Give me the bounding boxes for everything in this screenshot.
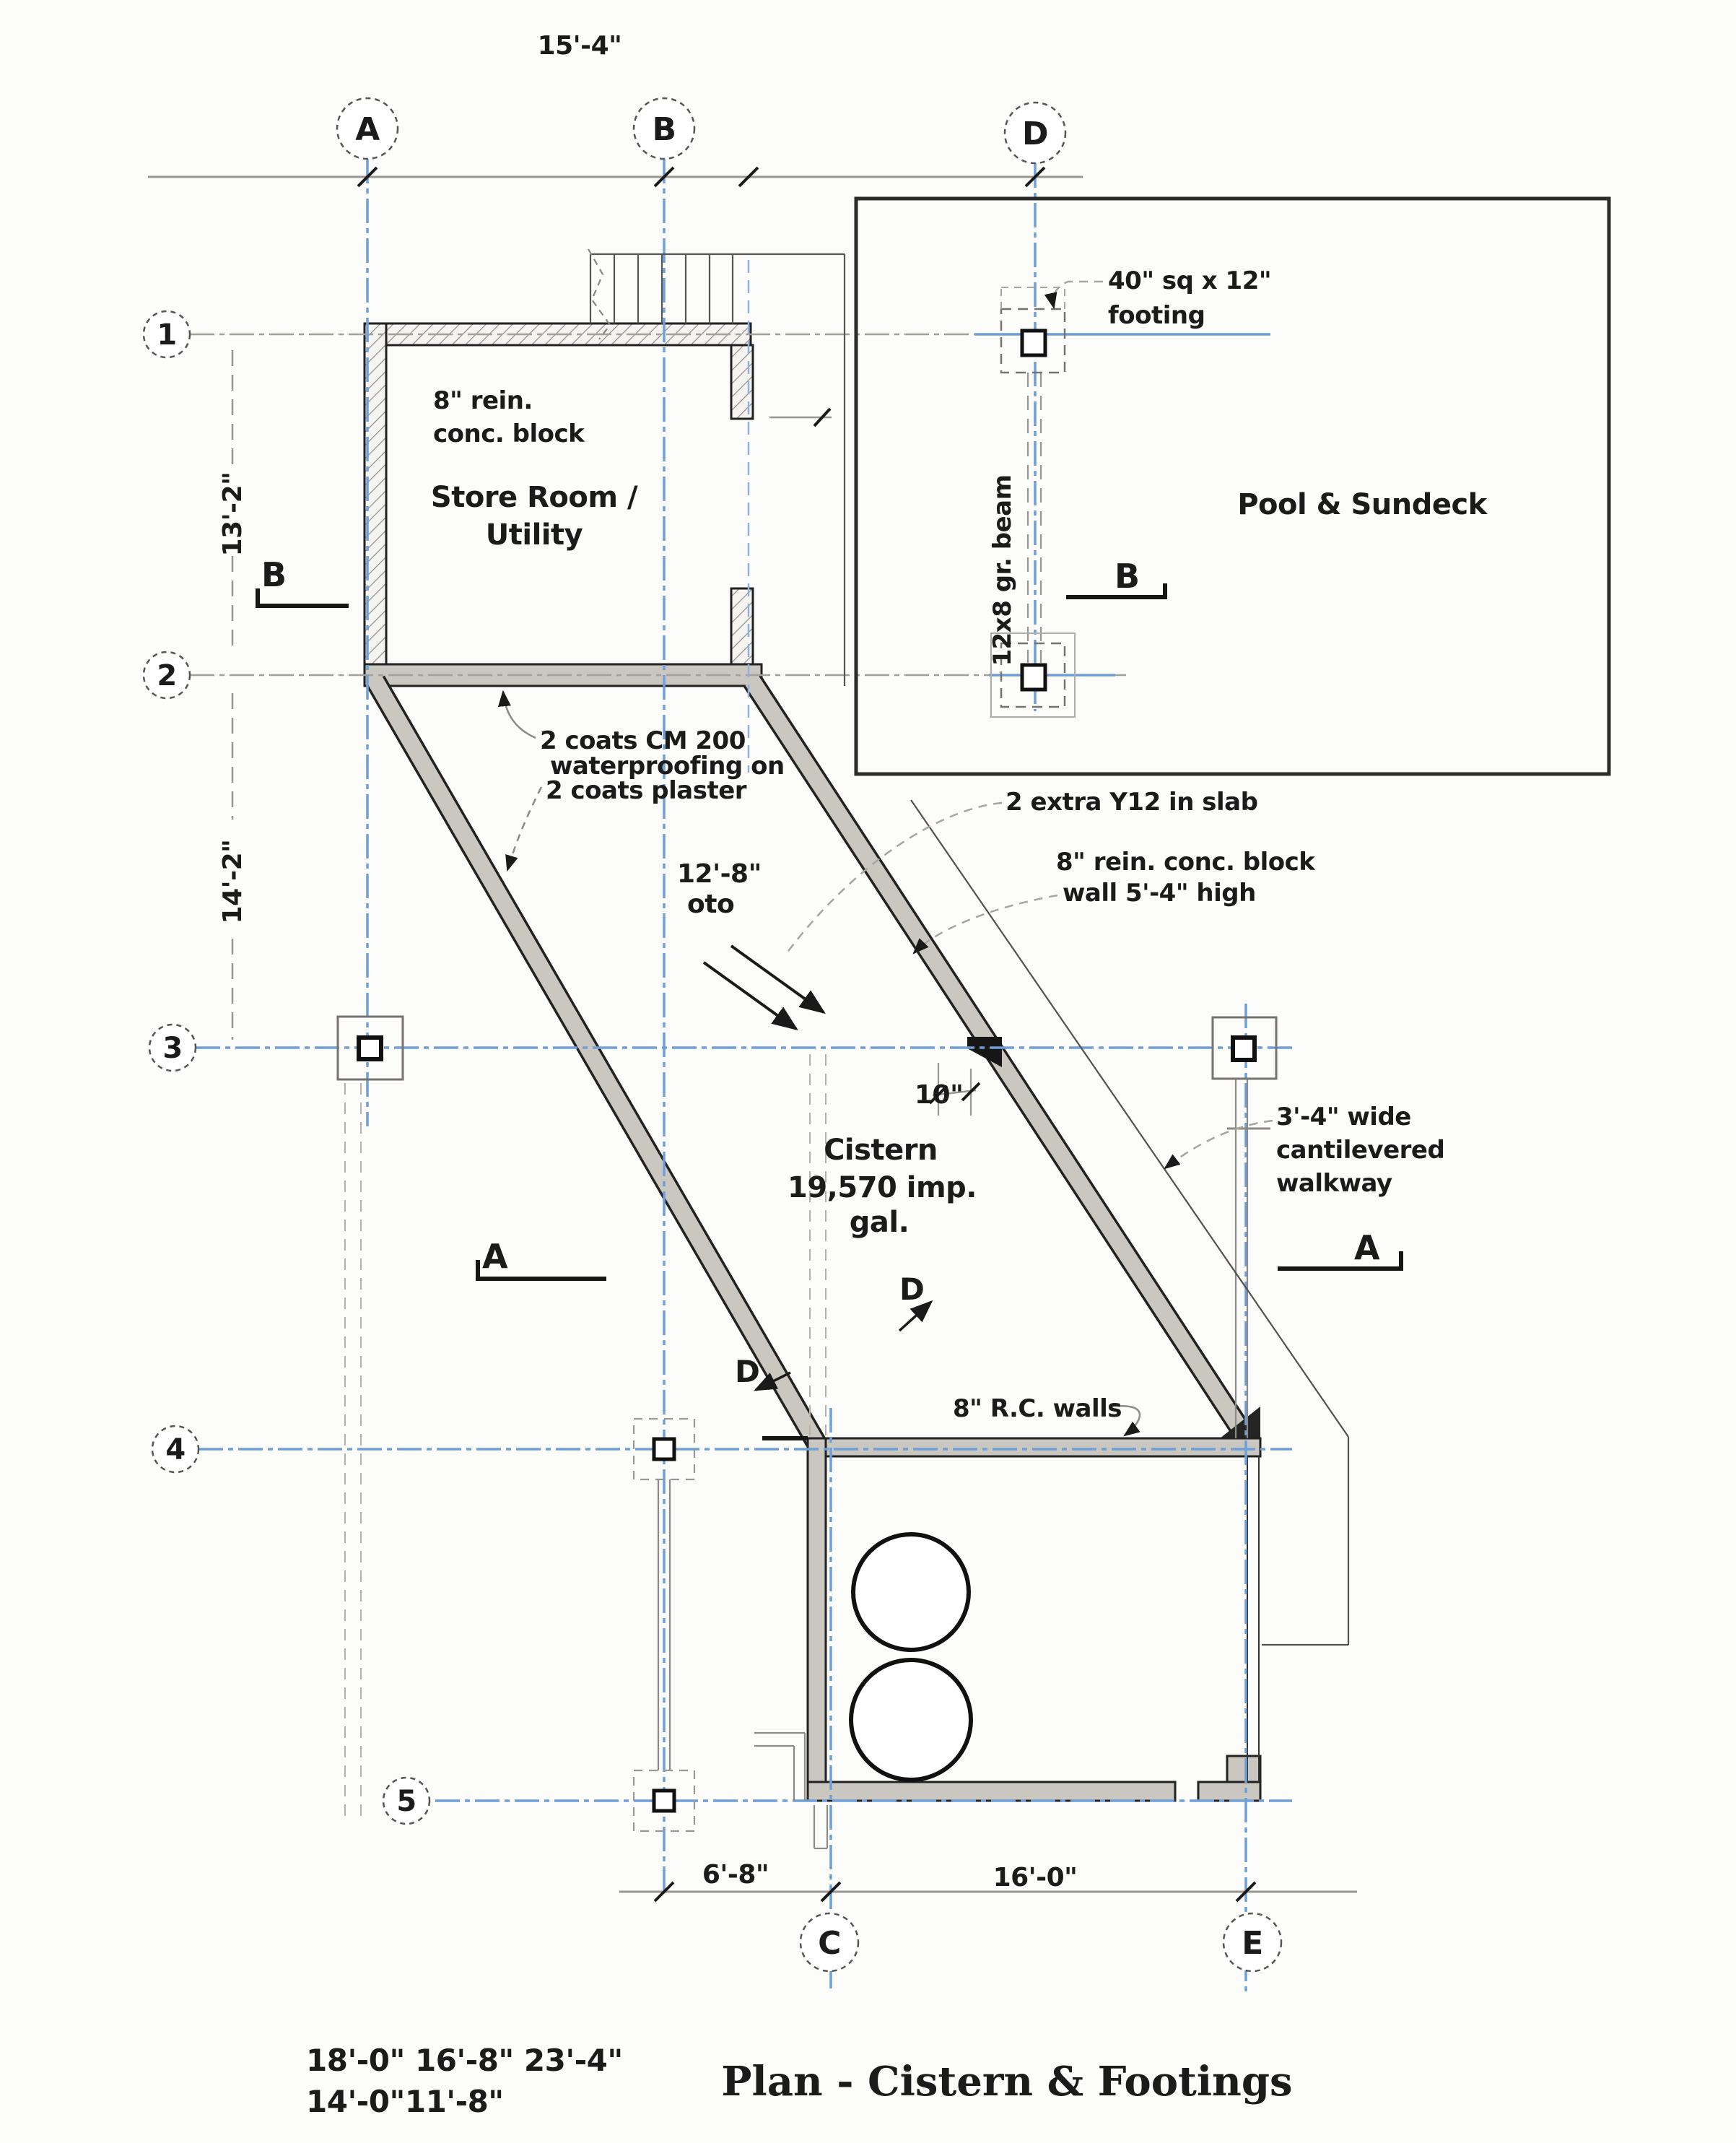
note-rc-walls: 8" R.C. walls — [953, 1394, 1122, 1423]
cistern-label-3: gal. — [849, 1206, 910, 1239]
section-letter-d-lower: D — [735, 1354, 760, 1389]
summary-dims-1: 18'-0" 16'-8" 23'-4" — [306, 2043, 623, 2078]
grid-bubble-5: 5 — [396, 1785, 416, 1818]
pump-room-walls — [762, 1438, 1260, 1801]
dim-cistern-width: 12'-8" — [677, 859, 762, 889]
pool-sundeck-label: Pool & Sundeck — [1237, 488, 1487, 521]
grid-lines-horizontal — [190, 334, 1292, 1801]
dim-left-upper: 13'-2" — [218, 471, 248, 557]
note-walkway-3: walkway — [1276, 1169, 1392, 1198]
grid-bubble-3: 3 — [162, 1032, 183, 1065]
cistern-label-2: 19,570 imp. — [788, 1171, 977, 1204]
note-waterproof-2: waterproofing on — [550, 752, 785, 781]
note-grade-beam: 12x8 gr. beam — [988, 474, 1017, 666]
section-letter-a-right: A — [1354, 1228, 1380, 1267]
note-block-1: 8" rein. — [433, 386, 533, 415]
store-room-label-1: Store Room / — [430, 481, 638, 514]
dim-bottom-right: 16'-0" — [993, 1863, 1078, 1892]
dimension-lines — [148, 168, 1357, 1901]
grid-bubble-labels — [157, 111, 1262, 1962]
hidden-wall-dashes — [345, 1054, 826, 1820]
dim-left-lower: 14'-2" — [218, 839, 248, 924]
note-walkway-1: 3'-4" wide — [1276, 1103, 1411, 1131]
note-footing-2: footing — [1108, 301, 1205, 330]
grid-bubble-1: 1 — [157, 318, 177, 352]
grid-bubble-b: B — [652, 111, 676, 148]
dim-bottom-left: 6'-8" — [702, 1860, 769, 1890]
grid-bubble-d: D — [1021, 116, 1049, 152]
note-footing-1: 40" sq x 12" — [1108, 266, 1272, 295]
store-room-label-2: Utility — [485, 518, 583, 552]
grid-bubble-2: 2 — [157, 659, 177, 692]
section-letter-b-right: B — [1115, 557, 1140, 596]
note-y12: 2 extra Y12 in slab — [1006, 788, 1258, 817]
rebar-lines — [704, 946, 824, 1029]
dim-cistern-width-suffix: oto — [687, 890, 735, 919]
section-letter-a-left: A — [482, 1237, 508, 1276]
note-waterproof-3: 2 coats plaster — [546, 776, 747, 805]
grid-bubbles — [144, 98, 1281, 1971]
note-blockwall-1: 8" rein. conc. block — [1056, 848, 1315, 877]
grid-bubble-a: A — [355, 111, 380, 148]
grid-blue-accents — [974, 334, 1270, 675]
cistern-label-1: Cistern — [824, 1134, 938, 1167]
note-block-2: conc. block — [433, 420, 585, 448]
note-blockwall-2: wall 5'-4" high — [1063, 879, 1256, 908]
dim-top: 15'-4" — [537, 31, 622, 61]
note-waterproof-1: 2 coats CM 200 — [540, 726, 746, 755]
grid-bubble-e: E — [1242, 1925, 1263, 1962]
dim-wall-thickness: 10" — [915, 1080, 964, 1110]
walkway-lines — [658, 800, 1348, 1770]
wall-pilaster-grid3 — [967, 1037, 1002, 1067]
manhole-circles — [851, 1534, 971, 1780]
drawing-title: Plan - Cistern & Footings — [721, 2058, 1293, 2105]
section-letter-b-left: B — [261, 555, 287, 594]
grid-bubble-c: C — [818, 1925, 841, 1962]
summary-dims-2: 14'-0"11'-8" — [306, 2084, 504, 2119]
stairs — [588, 249, 845, 686]
footing-d1 — [1001, 287, 1065, 373]
grid-bubble-4: 4 — [165, 1433, 186, 1466]
note-walkway-2: cantilevered — [1276, 1136, 1445, 1165]
section-letter-d-upper: D — [899, 1272, 925, 1307]
